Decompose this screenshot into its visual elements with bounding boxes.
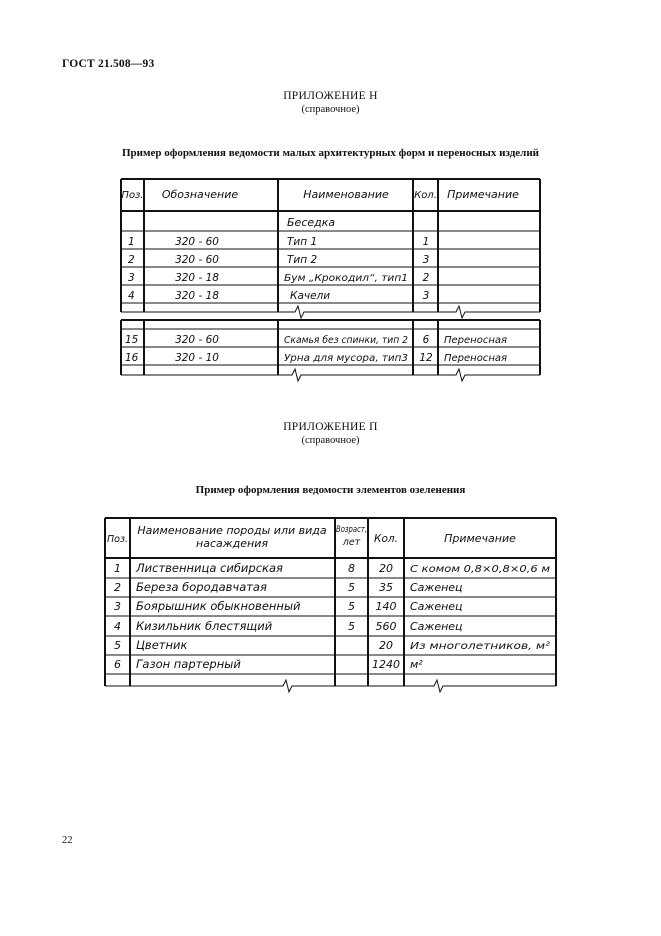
cell-qty: 560: [375, 620, 397, 633]
cell-qty: 6: [422, 334, 430, 346]
cell-age: 5: [348, 620, 355, 633]
cell-age: 5: [348, 581, 355, 594]
cell-name: Тип 2: [287, 254, 318, 266]
document-code: ГОСТ 21.508—93: [62, 58, 155, 70]
cell-name: Газон партерный: [136, 657, 241, 671]
col-header-designation: Обозначение: [161, 188, 239, 201]
cell-note: Переносная: [444, 353, 508, 364]
cell-name: Качели: [290, 290, 331, 302]
cell-note: Из многолетников, м²: [410, 641, 550, 652]
cell-qty: 35: [379, 581, 393, 594]
cell-name: Цветник: [136, 638, 188, 652]
appendix-p-heading: ПРИЛОЖЕНИЕ П: [283, 421, 378, 433]
cell-designation: 320 - 18: [175, 290, 219, 302]
cell-qty: 1: [422, 236, 430, 248]
cell-pos: 6: [114, 658, 121, 671]
cell-pos: 15: [125, 334, 139, 346]
cell-name: Боярышник обыкновенный: [136, 599, 301, 613]
cell-designation: 320 - 18: [175, 272, 219, 284]
col-header-pos: Поз.: [106, 534, 129, 545]
cell-pos: 4: [114, 620, 121, 633]
cell-qty: 2: [422, 272, 430, 284]
cell-note: Саженец: [410, 620, 463, 633]
cell-qty: 1240: [372, 658, 400, 671]
cell-qty: 20: [379, 562, 393, 575]
cell-pos: 1: [128, 236, 135, 248]
cell-name: Лиственница сибирская: [136, 561, 283, 575]
col-header-note: Примечание: [444, 532, 516, 545]
cell-note: Саженец: [410, 581, 463, 594]
cell-qty: 140: [375, 600, 397, 613]
col-header-name-line1: Наименование породы или вида: [137, 524, 327, 537]
table-row: [114, 580, 463, 594]
group-row-label: Беседка: [287, 216, 336, 229]
cell-designation: 320 - 60: [175, 334, 219, 346]
col-header-age-line1: Возраст,: [336, 525, 367, 535]
cell-pos: 3: [128, 272, 135, 284]
cell-pos: 3: [114, 600, 121, 613]
cell-pos: 2: [114, 581, 121, 594]
cell-age: 5: [348, 600, 355, 613]
cell-name: Тип 1: [287, 236, 318, 248]
table-row: [114, 619, 463, 633]
table-row: [114, 638, 550, 652]
cell-pos: 2: [128, 254, 135, 266]
table-row: [114, 657, 423, 671]
col-header-age-line2: лет: [342, 537, 361, 548]
cell-note: Саженец: [410, 600, 463, 613]
table-row: [114, 599, 463, 613]
appendix-p-table-title: Пример оформления ведомости элементов озеленения: [195, 484, 466, 496]
cell-note: Переносная: [444, 335, 508, 346]
page-number: 22: [62, 835, 73, 846]
appendix-n-table-title: Пример оформления ведомости малых архитектурных форм и переносных изделий: [121, 147, 539, 159]
cell-designation: 320 - 60: [175, 236, 219, 248]
cell-qty: 20: [379, 639, 393, 652]
appendix-n-subheading: (справочное): [301, 104, 360, 115]
cell-name: Скамья без спинки, тип 2: [284, 335, 408, 346]
cell-designation: 320 - 10: [175, 352, 219, 364]
cell-age: 8: [348, 562, 355, 575]
col-header-qty: Кол.: [374, 533, 398, 545]
cell-note: м²: [410, 658, 423, 671]
cell-name: Урна для мусора, тип3: [284, 353, 408, 364]
cell-name: Кизильник блестящий: [136, 619, 273, 633]
cell-pos: 16: [125, 352, 139, 364]
cell-qty: 12: [419, 352, 433, 364]
col-header-name: Наименование: [303, 188, 389, 201]
col-header-qty: Кол.: [414, 190, 437, 201]
cell-designation: 320 - 60: [175, 254, 219, 266]
cell-pos: 5: [114, 639, 121, 652]
cell-qty: 3: [422, 254, 430, 266]
col-header-name-line2: насаждения: [196, 537, 268, 550]
cell-name: Береза бородавчатая: [136, 580, 267, 594]
appendix-p-subheading: (справочное): [301, 435, 360, 446]
cell-name: Бум „Крокодил“, тип1: [284, 273, 408, 284]
col-header-pos: Поз.: [121, 190, 144, 201]
appendix-n-heading: ПРИЛОЖЕНИЕ Н: [283, 90, 378, 102]
table-row: [114, 561, 551, 575]
cell-pos: 4: [128, 290, 135, 302]
cell-qty: 3: [422, 290, 430, 302]
col-header-note: Примечание: [447, 188, 519, 201]
cell-note: С комом 0,8×0,8×0,6 м: [410, 564, 551, 575]
cell-pos: 1: [114, 562, 121, 575]
